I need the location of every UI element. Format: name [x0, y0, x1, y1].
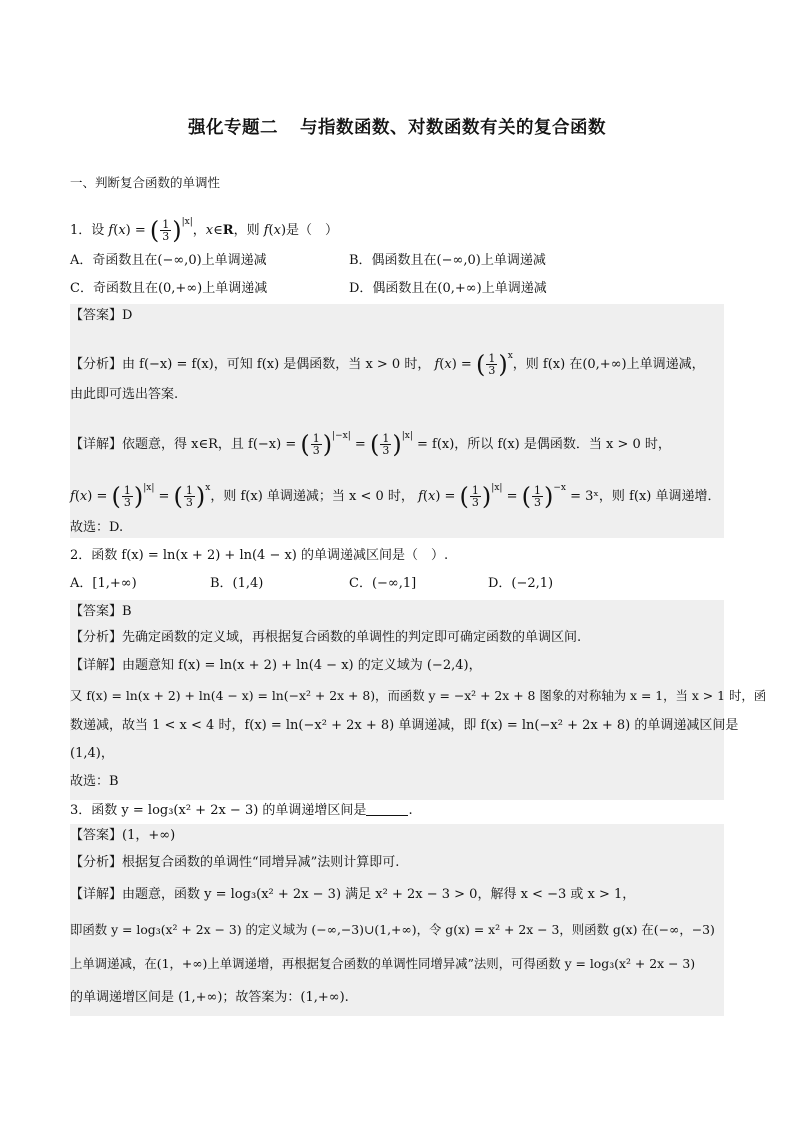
q2-detail-line2: 又 f(x) = ln(x + 2) + ln(4 − x) = ln(−x² + 2x + 8)，而函数 y = −x² + 2x + 8 图象的对称轴为 x = 1，当 x > 1 时，函 [70, 688, 767, 703]
q2-detail-line3: 数递减，故当 1 < x < 4 时，f(x) = ln(−x² + 2x + 8) 单调递减，即 f(x) = ln(−x² + 2x + 8) 的单调递减区间是 [70, 718, 739, 733]
q1-detail-line1: 【详解】依题意，得 x∈R，且 f(−x) = ( $\frac{1}{3}$ )$^{|-x|}$ = ( $\frac{1}{3}$ )$^{|x|}$ = f(x)，所以 f(x) 是偶函数．当 x > 0 时， [70, 430, 671, 459]
q2-option-a: A．[1,+∞) [70, 576, 137, 591]
q3-detail-line2: 即函数 y = log₃(x² + 2x − 3) 的定义域为 (−∞,−3)∪(1,+∞)，令 g(x) = x² + 2x − 3，则函数 g(x) 在(−∞，−3) [70, 922, 715, 937]
answer-blank [366, 801, 408, 816]
q2-option-c: C．(−∞,1] [349, 576, 417, 591]
q1-stem: 1．设 f(x) = ( $\frac{1}{3}$ )$^{|x|}$，x∈R，则 f(x)是（ ） [70, 216, 339, 245]
q1-analysis-line1: 【分析】由 f(−x) = f(x)，可知 f(x) 是偶函数，当 x > 0 时， f(x) = ( $\frac{1}{3}$ )$^x$，则 f(x) 在(0,+∞)上单调递减， [70, 350, 705, 379]
q2-stem: 2．函数 f(x) = ln(x + 2) + ln(4 − x) 的单调递减区间是（ ）. [70, 548, 449, 563]
q2-answer: 【答案】B [70, 604, 132, 619]
q1-analysis-line2: 由此即可选出答案. [70, 387, 179, 402]
q1-option-b: B．偶函数且在(−∞,0)上单调递减 [349, 253, 546, 268]
q1-answer: 【答案】D [70, 308, 133, 323]
q2-detail-line4: (1,4)， [70, 746, 114, 761]
q2-option-d: D．(−2,1) [488, 576, 554, 591]
q1-option-c: C．奇函数且在(0,+∞)上单调递减 [70, 281, 268, 296]
q3-detail-line4: 的单调递增区间是 (1,+∞)；故答案为：(1,+∞). [70, 990, 349, 1005]
q1-option-a: A．奇函数且在(−∞,0)上单调递减 [70, 253, 267, 268]
q2-conclusion: 故选：B [70, 774, 119, 789]
q2-option-b: B．(1,4) [210, 576, 264, 591]
q3-answer: 【答案】(1，+∞) [70, 828, 176, 843]
q1-conclusion: 故选：D. [70, 520, 124, 535]
q3-stem: 3．函数 y = log₃(x² + 2x − 3) 的单调递增区间是 . [70, 803, 413, 818]
q3-analysis: 【分析】根据复合函数的单调性“同增异减”法则计算即可. [70, 855, 400, 870]
q2-detail-line1: 【详解】由题意知 f(x) = ln(x + 2) + ln(4 − x) 的定义域为 (−2,4)， [70, 658, 482, 673]
q3-detail-line3: 上单调递减，在(1，+∞)上单调递增，再根据复合函数的单调性同增异减”法则，可得函数 y = log₃(x² + 2x − 3) [70, 956, 696, 971]
section-heading: 一、判断复合函数的单调性 [70, 175, 221, 190]
q2-analysis: 【分析】先确定函数的定义域，再根据复合函数的单调性的判定即可确定函数的单调区间. [70, 630, 582, 645]
q1-detail-line2: f(x) = ( $\frac{1}{3}$ )$^{|x|}$ = ( $\frac{1}{3}$ )$^x$，则 f(x) 单调递减；当 x < 0 时， f(x) = ( $\frac{1}{3}$ )$^{|x|}$ = ( $\frac{1}{3}$ )$^{-x}$ = 3ˣ，则 f(x) 单调递增． [70, 482, 721, 511]
q1-option-d: D．偶函数且在(0,+∞)上单调递减 [349, 281, 547, 296]
q1-fx: f [108, 223, 114, 238]
q3-detail-line1: 【详解】由题意，函数 y = log₃(x² + 2x − 3) 满足 x² + 2x − 3 > 0，解得 x < −3 或 x > 1， [70, 887, 636, 902]
page-title: 强化专题二 与指数函数、对数函数有关的复合函数 [188, 118, 606, 138]
